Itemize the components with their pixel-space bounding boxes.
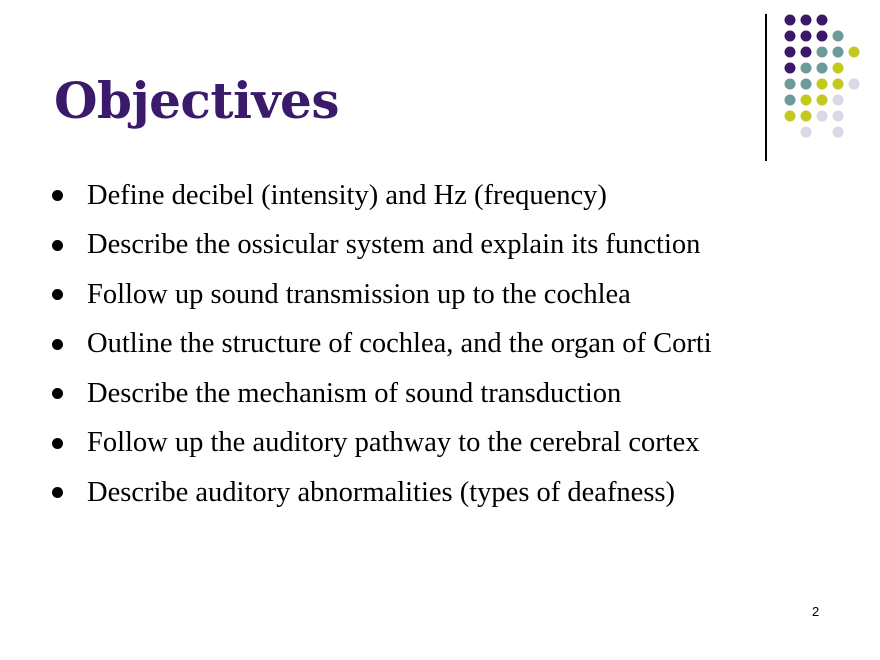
decorative-dot (785, 79, 796, 90)
bullet-item (52, 369, 852, 419)
bullet-text: Describe the mechanism of sound transduction (87, 377, 622, 409)
decorative-dot (785, 31, 796, 42)
decorative-dot (785, 95, 796, 106)
bullet-item (52, 468, 852, 518)
decorative-dot (785, 111, 796, 122)
decorative-dot (801, 15, 812, 26)
bullet-item (52, 320, 852, 370)
decorative-dot (817, 111, 828, 122)
bullet-list (52, 171, 852, 518)
bullet-item (52, 221, 852, 271)
decorative-dot (801, 47, 812, 58)
slide-title: Objectives (54, 71, 339, 130)
decorative-dot (801, 111, 812, 122)
bullet-icon (52, 339, 63, 350)
decorative-dot (817, 63, 828, 74)
bullet-text: Describe auditory abnormalities (types of deafness) (87, 476, 676, 508)
decorative-dot (849, 79, 860, 90)
decorative-dot (849, 47, 860, 58)
bullet-icon (52, 240, 63, 251)
decorative-dot (785, 63, 796, 74)
decorative-dot (833, 95, 844, 106)
decorative-dot (817, 47, 828, 58)
decorative-dot (801, 31, 812, 42)
bullet-text: Follow up sound transmission up to the cochlea (87, 278, 631, 310)
decorative-dot (833, 63, 844, 74)
bullet-item (52, 171, 852, 221)
decorative-dot (817, 15, 828, 26)
decorative-dot (801, 79, 812, 90)
bullet-text: Follow up the auditory pathway to the cerebral cortex (87, 427, 700, 459)
bullet-text: Outline the structure of cochlea, and the organ of Corti (87, 328, 712, 360)
bullet-icon (52, 388, 63, 399)
decorative-dot (817, 79, 828, 90)
decorative-dot (801, 127, 812, 138)
decorative-dot (817, 31, 828, 42)
decorative-dot (785, 15, 796, 26)
decorative-dot (801, 95, 812, 106)
decorative-dot (817, 95, 828, 106)
bullet-item (52, 270, 852, 320)
bullet-icon (52, 487, 63, 498)
bullet-icon (52, 438, 63, 449)
decorative-dot (833, 79, 844, 90)
decorative-dot (833, 111, 844, 122)
bullet-text: Describe the ossicular system and explain its function (87, 229, 701, 261)
decorative-divider (765, 14, 767, 161)
decorative-dot (833, 31, 844, 42)
bullet-icon (52, 190, 63, 201)
decorative-dot (801, 63, 812, 74)
decorative-dot (785, 47, 796, 58)
bullet-item (52, 419, 852, 469)
page-number: 2 (812, 604, 820, 619)
bullet-icon (52, 289, 63, 300)
decorative-dot (833, 127, 844, 138)
decorative-dot (833, 47, 844, 58)
bullet-text: Define decibel (intensity) and Hz (frequency) (87, 179, 607, 211)
